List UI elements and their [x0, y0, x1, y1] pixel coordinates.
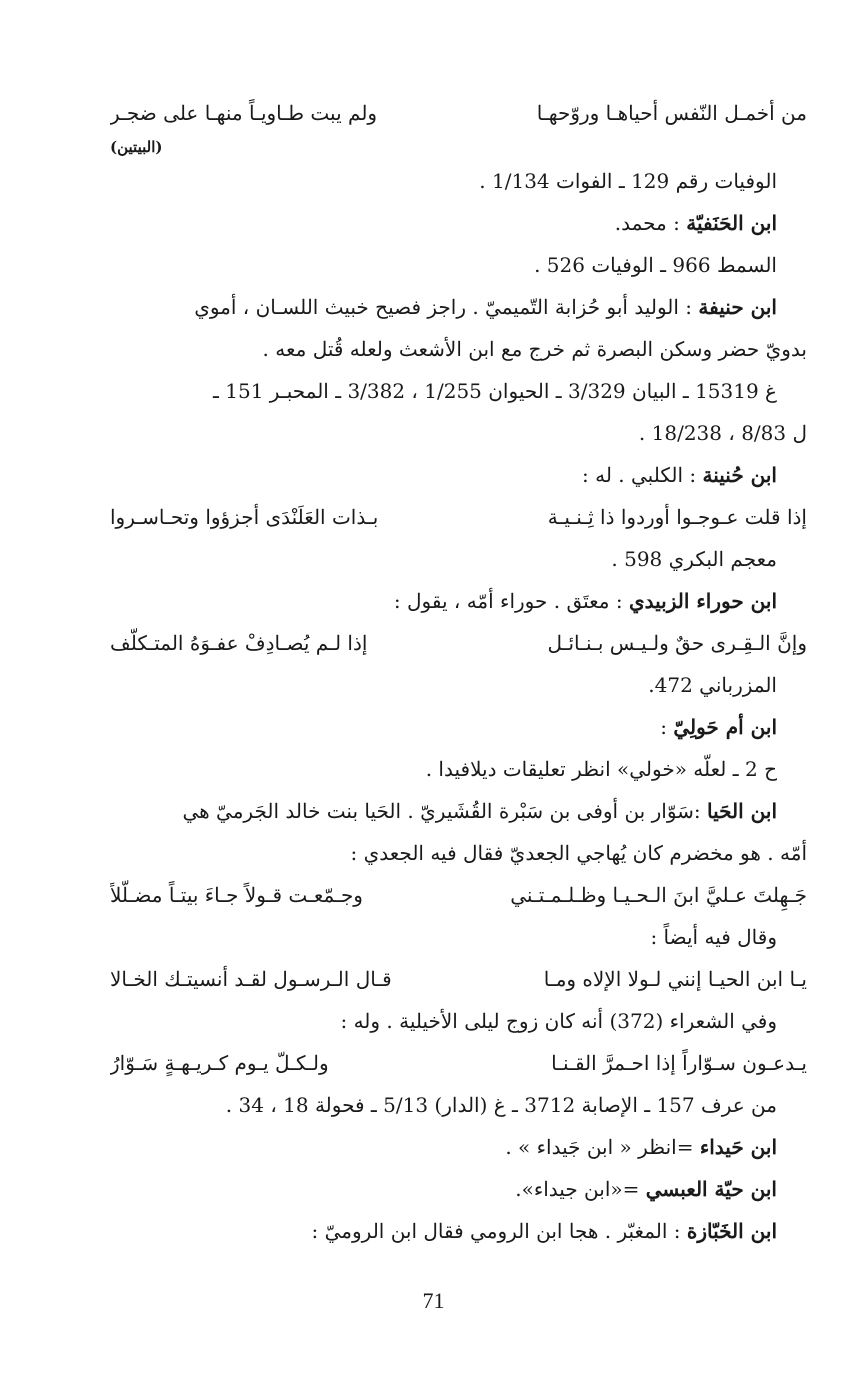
verse-line — [110, 622, 807, 664]
text-line: ح 2 ـ لعلّه «خولي» انظر تعليقات ديلافيدا . — [425, 757, 777, 781]
text-line: الوفيات رقم 129 ـ الفوات 1/134 . — [479, 169, 777, 193]
page-body — [110, 92, 807, 1252]
verse-first-hemistich: من أخمـل النّفس أحياهـا وروّحهـا — [536, 101, 807, 125]
text-line: المزرباني 472. — [648, 673, 777, 697]
entry-text: : — [660, 715, 674, 739]
verse-note: (البيتين) — [110, 138, 163, 156]
verse-second-hemistich: وجـمّعـت قـولاً جـاءَ بيتـاً مضـلّلاً — [110, 883, 363, 907]
text-line: وفي الشعراء (372) أنه كان زوج ليلى الأخيلية . وله : — [340, 1009, 777, 1033]
text-line: السمط 966 ـ الوفيات 526 . — [534, 253, 777, 277]
entry-heading: ابن الخَبّازة — [686, 1219, 777, 1243]
entry-heading: ابن حنيفة — [698, 295, 777, 319]
verse-line — [110, 1042, 807, 1084]
entry-line — [110, 1126, 807, 1168]
verse-second-hemistich: ولم يبت طـاويـاً منهـا على ضجـر — [110, 101, 378, 125]
text-line: معجم البكري 598 . — [611, 547, 777, 571]
text-line: غ 15319 ـ البيان 3/329 ـ الحيوان 1/255 ، 3/382 ـ المحبـر 151 ـ — [213, 379, 777, 403]
verse-first-hemistich: وإنَّ الـقِـرى حقٌ ولـيـس بـنـائـل — [547, 631, 807, 655]
entry-text: : الكلبي . له : — [582, 463, 703, 487]
entry-line — [110, 454, 807, 496]
text-line: أمّه . هو مخضرم كان يُهاجي الجعديّ فقال فيه الجعدي : — [350, 841, 807, 865]
entry-line — [110, 286, 807, 328]
entry-heading: ابن الحَنَفيّة — [686, 211, 777, 235]
verse-first-hemistich: يـا ابن الحيـا إنني لـولا الإلاه ومـا — [543, 967, 807, 991]
verse-first-hemistich: جَـهِلتَ عـليَّ ابنَ الـحـيـا وظـلـمـتـني — [510, 883, 807, 907]
verse-second-hemistich: ولـكـلّ يـوم كـريـهـةٍ سَـوّارُ — [110, 1051, 329, 1075]
entry-line — [110, 706, 807, 748]
entry-text: : الوليد أبو حُزابة التّميميّ . راجز فصيح خبيث اللسـان ، أموي — [194, 295, 699, 319]
entry-heading: ابن حُنينة — [702, 463, 777, 487]
entry-text: : معتَق . حوراء أمّه ، يقول : — [393, 589, 629, 613]
page-number: 71 — [422, 1288, 445, 1313]
verse-line — [110, 496, 807, 538]
entry-text: =«ابن جيداء». — [515, 1177, 646, 1201]
entry-text: : المغبّر . هجا ابن الرومي فقال ابن الروميّ : — [311, 1219, 687, 1243]
entry-heading: ابن حوراء الزبيدي — [628, 589, 777, 613]
entry-line — [110, 790, 807, 832]
verse-second-hemistich: قـال الـرسـول لقـد أنسيتـك الخـالا — [110, 967, 392, 991]
entry-line — [110, 202, 807, 244]
entry-line — [110, 1168, 807, 1210]
entry-heading: ابن أم حَولِيّ — [673, 715, 777, 739]
entry-text: : محمد. — [614, 211, 687, 235]
entry-line — [110, 1210, 807, 1252]
verse-first-hemistich: يـدعـون سـوّاراً إذا احـمرَّ القـنـا — [551, 1051, 807, 1075]
text-line: بدويّ حضر وسكن البصرة ثم خرج مع ابن الأشعث ولعله قُتل معه . — [262, 337, 807, 361]
verse-second-hemistich: بـذات العَلَنْدَى أجزؤوا وتحـاسـروا — [110, 505, 379, 529]
verse-first-hemistich: إذا قلت عـوجـوا أوردوا ذا ثِـنـيـة — [547, 505, 807, 529]
text-line: وقال فيه أيضاً : — [650, 925, 777, 949]
verse-second-hemistich: إذا لـم يُصـادِفْ عفـوَهُ المتـكلّف — [110, 631, 368, 655]
text-line: من عرف 157 ـ الإصابة 3712 ـ غ (الدار) 5/13 ـ فحولة 18 ، 34 . — [225, 1093, 777, 1117]
entry-heading: ابن حَيداء — [699, 1135, 777, 1159]
verse-line — [110, 92, 807, 134]
entry-heading: ابن الحَيا — [707, 799, 777, 823]
entry-text: =انظر « ابن جَيداء » . — [505, 1135, 700, 1159]
entry-text: :سَوّار بن أوفى بن سَبْرة القُشَيريّ . الحَيا بنت خالد الجَرميّ هي — [182, 799, 707, 823]
verse-line — [110, 958, 807, 1000]
text-line: ل 8/83 ، 18/238 . — [638, 421, 807, 445]
entry-heading: ابن حيّة العبسي — [645, 1177, 777, 1201]
entry-line — [110, 580, 807, 622]
verse-line — [110, 874, 807, 916]
